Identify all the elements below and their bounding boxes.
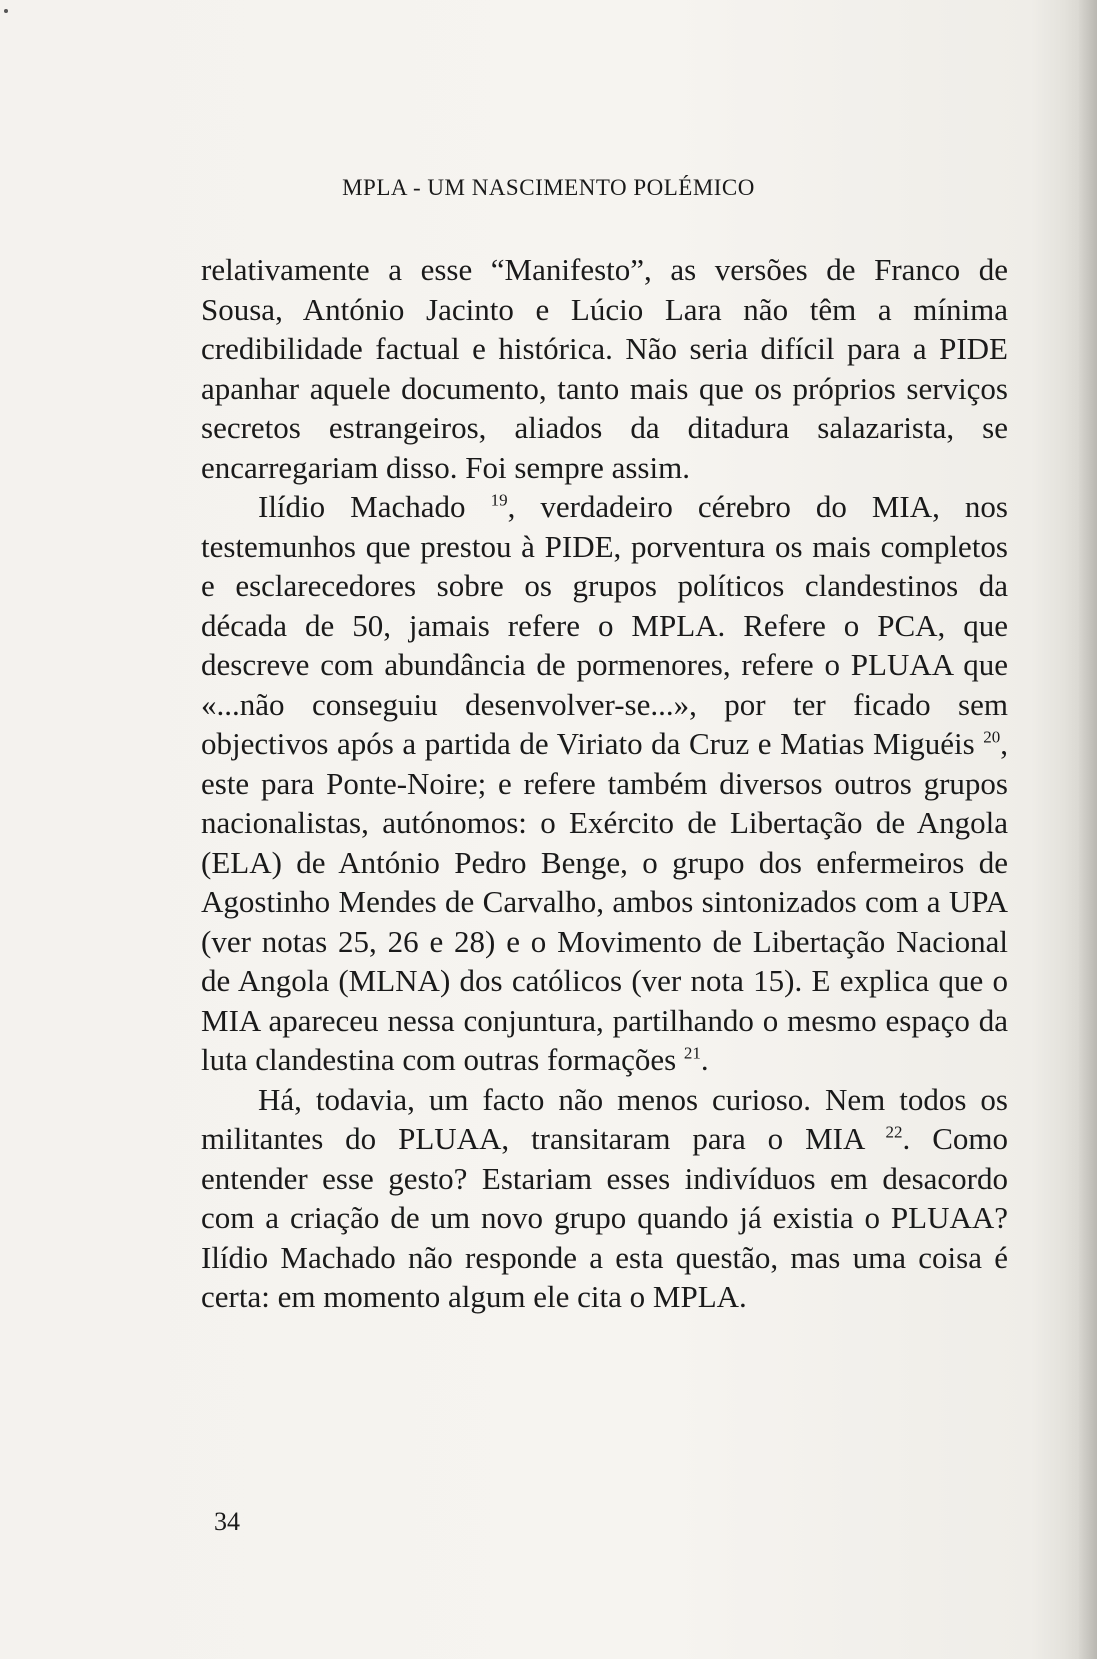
paragraph (201, 487, 1008, 1080)
paragraph-text: . (700, 1042, 709, 1077)
paragraph-text: . Como entender esse gesto? Estariam esses indivíduos em desacordo com a criação de um novo grupo quando já existia o PLUAA? Ilídio Machado não responde a esta questão, mas uma coisa é certa: em momento algum ele cita o MPLA. (201, 1121, 1008, 1314)
paragraph (201, 1080, 1008, 1317)
page-edge-shadow (1079, 0, 1097, 1659)
footnote-ref: 19 (490, 490, 508, 510)
footnote-ref: 22 (885, 1122, 903, 1142)
paragraph-text: , este para Ponte-Noire; e refere também diversos outros grupos nacionalistas, autónomos: o Exército de Libertação de Angola (ELA) de António Pedro Benge, o grupo dos enfermeiros de Agostinho Mendes de Carvalho, ambos sintonizados com a UPA (ver notas 25, 26 e 28) e o Movimento de Libertação Nacional de Angola (MLNA) dos católicos (ver nota 15). E explica que o MIA apareceu nessa conjuntura, partilhando o mesmo espaço da luta clandestina com outras formações (201, 726, 1008, 1077)
footnote-ref: 20 (983, 727, 1001, 747)
page-number: 34 (214, 1507, 240, 1536)
paragraph-text: , verdadeiro cérebro do MIA, nos testemunhos que prestou à PIDE, porventura os mais completos e esclarecedores sobre os grupos políticos clandestinos da década de 50, jamais refere o MPLA. Refere o PCA, que descreve com abundância de pormenores, refere o PLUAA que «...não conseguiu desenvolver-se...», por ter ficado sem objectivos após a partida de Viriato da Cruz e Matias Miguéis (201, 489, 1008, 761)
print-speck (4, 9, 8, 13)
paragraph-text: relativamente a esse “Manifesto”, as versões de Franco de Sousa, António Jacinto e Lúcio Lara não têm a mínima credibilidade factual e histórica. Não seria difícil para a PIDE apanhar aquele documento, tanto mais que os próprios serviços secretos estrangeiros, aliados da ditadura salazarista, se encarregariam disso. Foi sempre assim. (201, 252, 1008, 485)
paragraph-text: Ilídio Machado (258, 489, 491, 524)
running-head: MPLA - UM NASCIMENTO POLÉMICO (342, 175, 755, 200)
footnote-ref: 21 (683, 1043, 701, 1063)
paragraph (201, 250, 1008, 487)
body-text (201, 250, 1008, 1317)
paragraph-text: Há, todavia, um facto não menos curioso. Nem todos os militantes do PLUAA, transitaram para o MIA (201, 1081, 1008, 1156)
